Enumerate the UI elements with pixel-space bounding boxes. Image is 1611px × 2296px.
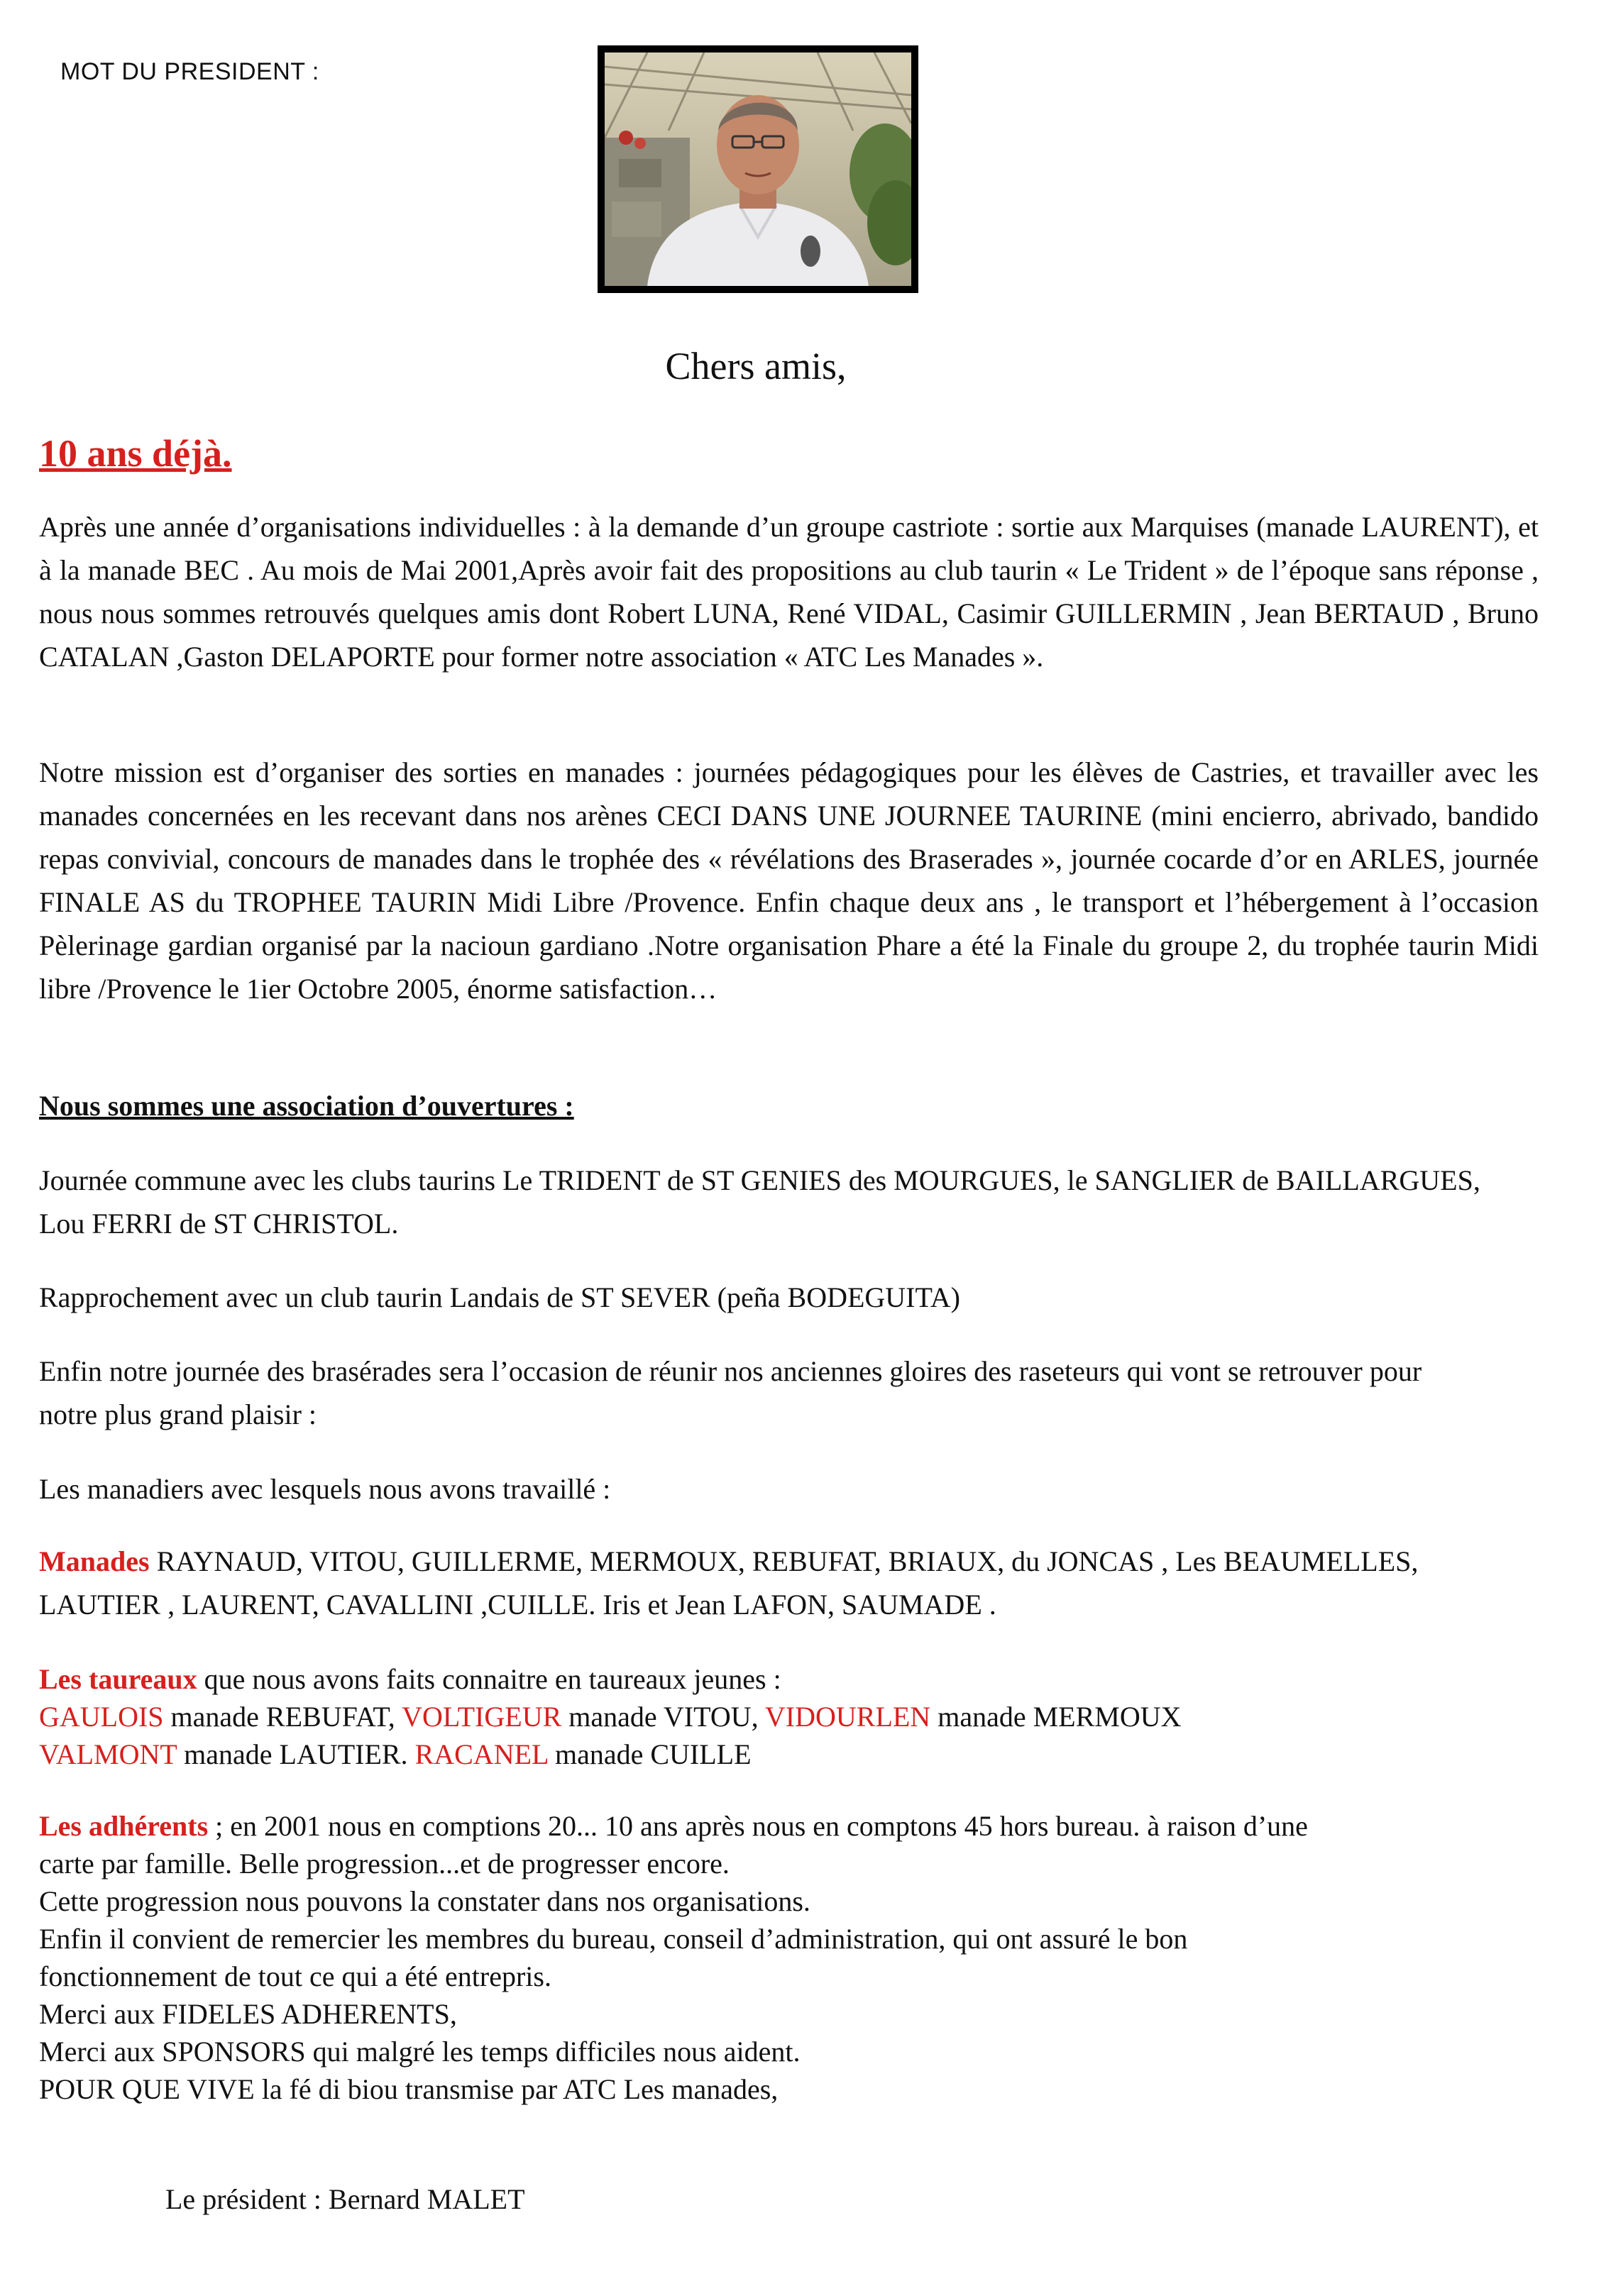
adherents-line: Cette progression nous pouvons la constater dans nos organisations. xyxy=(39,1885,810,1917)
adherents-line: POUR QUE VIVE la fé di biou transmise par ATC Les manades, xyxy=(39,2073,779,2105)
adherents-label: Les adhérents xyxy=(39,1810,209,1842)
paragraph-landais-club: Rapprochement avec un club taurin Landais de ST SEVER (peña BODEGUITA) xyxy=(39,1281,960,1313)
taureaux-section xyxy=(39,1660,1539,1773)
heading-openness: Nous sommes une association d’ouvertures : xyxy=(39,1090,574,1122)
salutation: Chers amis, xyxy=(665,345,847,387)
bull-name: GAULOIS xyxy=(39,1701,164,1733)
adherents-section xyxy=(39,1807,1539,2108)
paragraph-founding: Après une année d’organisations individuelles : à la demande d’un groupe castriote : sortie aux Marquises (manade LAURENT), et à la manade BEC . Au mois de Mai 2001,Après avoir fait des propositions au club taurin « Le Trident » de l’époque sans réponse , nous nous sommes retrouvés quelques amis dont Robert LUNA, René VIDAL, Casimir GUILLERMIN , Jean BERTAUD , Bruno CATALAN ,Gaston DELAPORTE pour former notre association « ATC Les Manades ». xyxy=(39,511,1539,673)
header-label: MOT DU PRESIDENT : xyxy=(60,58,319,85)
bull-manade: manade VITOU, xyxy=(561,1701,765,1733)
manades-label: Manades xyxy=(39,1545,150,1577)
paragraph-mission: Notre mission est d’organiser des sorties en manades : journées pédagogiques pour les élèves de Castries, et travailler avec les manades concernées en les recevant dans nos arènes CECI DANS UNE JOURNEE TAURINE (mini encierro, abrivado, bandido repas convivial, concours de manades dans le trophée des « révélations des Braserades », journée cocarde d’or en ARLES, journée FINALE AS du TROPHEE TAURIN Midi Libre /Provence. Enfin chaque deux ans , le transport et l’hébergement à l’occasion Pèlerinage gardian organisé par la nacioun gardiano .Notre organisation Phare a été la Finale du groupe 2, du trophée taurin Midi libre /Provence le 1ier Octobre 2005, énorme satisfaction… xyxy=(39,756,1539,1005)
adherents-line: ; en 2001 nous en comptions 20... 10 ans après nous en comptons 45 hors bureau. à raison d’une xyxy=(208,1810,1308,1842)
bull-manade: manade CUILLE xyxy=(547,1738,752,1770)
taureaux-intro: que nous avons faits connaitre en taureaux jeunes : xyxy=(197,1663,781,1695)
bull-name: VIDOURLEN xyxy=(764,1701,931,1733)
bull-name: RACANEL xyxy=(414,1738,548,1770)
signature: Le président : Bernard MALET xyxy=(165,2183,525,2215)
adherents-line: carte par famille. Belle progression...et de progresser encore. xyxy=(39,1848,730,1880)
bull-manade: manade MERMOUX xyxy=(930,1701,1182,1733)
adherents-line: fonctionnement de tout ce qui a été entrepris. xyxy=(39,1960,551,1992)
paragraph-joint-day: Journée commune avec les clubs taurins Le TRIDENT de ST GENIES des MOURGUES, le SANGLIER de BAILLARGUES, Lou FERRI de ST CHRISTOL. xyxy=(39,1164,1480,1240)
adherents-line: Merci aux FIDELES ADHERENTS, xyxy=(39,1998,457,2030)
paragraph-manades-list xyxy=(39,1540,1487,1626)
manades-list: RAYNAUD, VITOU, GUILLERME, MERMOUX, REBUFAT, BRIAUX, du JONCAS , Les BEAUMELLES, LAUTIER , LAURENT, CAVALLINI ,CUILLE. Iris et Jean LAFON, SAUMADE . xyxy=(39,1545,1419,1621)
bull-manade: manade LAUTIER. xyxy=(177,1738,415,1770)
bull-manade: manade REBUFAT, xyxy=(163,1701,402,1733)
paragraph-braserades: Enfin notre journée des brasérades sera l’occasion de réunir nos anciennes gloires des raseteurs qui vont se retrouver pour notre plus grand plaisir : xyxy=(39,1355,1422,1430)
president-photo-frame xyxy=(598,45,918,293)
paragraph-manadiers: Les manadiers avec lesquels nous avons travaillé : xyxy=(39,1473,611,1505)
adherents-line: Merci aux SPONSORS qui malgré les temps difficiles nous aident. xyxy=(39,2036,801,2068)
bull-name: VOLTIGEUR xyxy=(402,1701,562,1733)
subtitle: 10 ans déjà. xyxy=(39,432,232,475)
bull-name: VALMONT xyxy=(39,1738,177,1770)
taureaux-label: Les taureaux xyxy=(39,1663,197,1695)
adherents-line: Enfin il convient de remercier les membres du bureau, conseil d’administration, qui ont assuré le bon xyxy=(39,1923,1188,1955)
president-portrait-icon xyxy=(605,53,911,286)
